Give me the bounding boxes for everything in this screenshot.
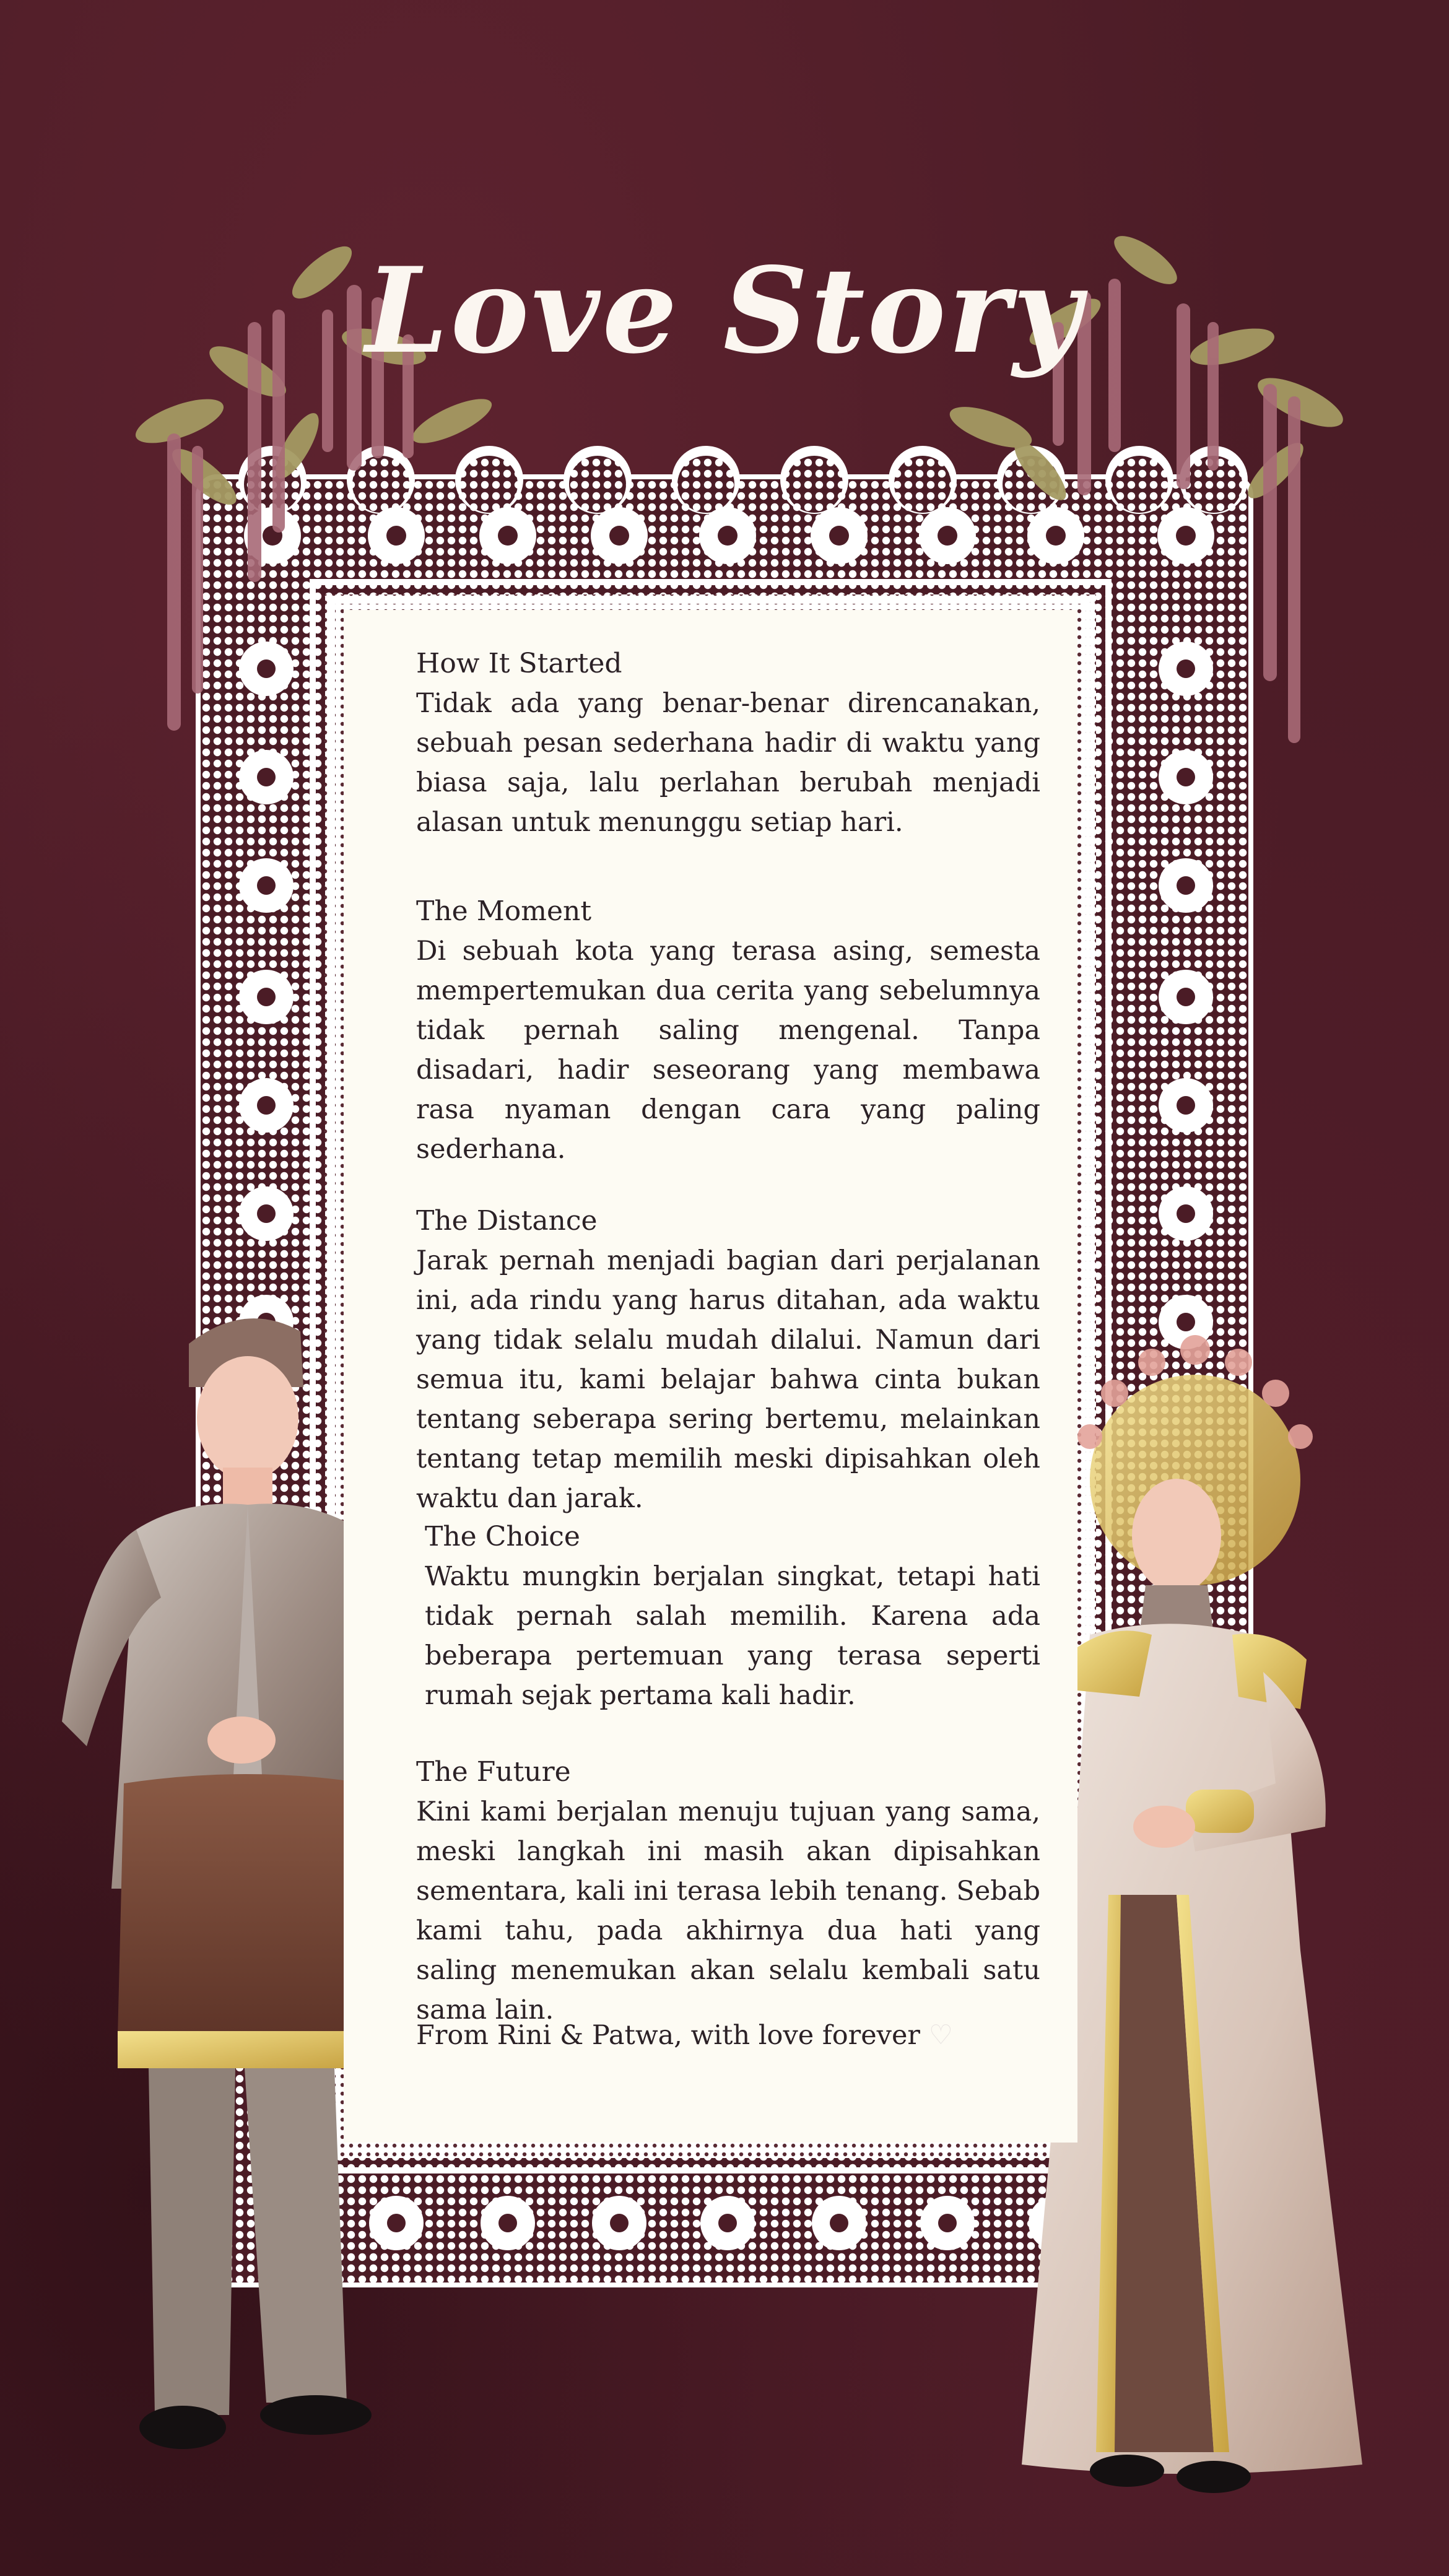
section-the-moment	[416, 892, 1040, 1169]
section-heading: How It Started	[416, 648, 622, 679]
section-heading: The Moment	[416, 895, 592, 927]
lace-flowers-top	[244, 507, 1214, 564]
page-title: Love Story	[365, 242, 1084, 380]
section-the-choice	[425, 1517, 1040, 1715]
section-how-it-started	[416, 644, 1040, 842]
closing-signature	[416, 2016, 1040, 2055]
section-heading: The Future	[416, 1756, 571, 1788]
section-text: Tidak ada yang benar-benar direncanakan, sebuah pesan sederhana hadir di waktu yang biasa saja, lalu perlahan berubah menjadi alasan untuk menunggu setiap hari.	[416, 688, 1040, 838]
section-text: Kini kami berjalan menuju tujuan yang sama, meski langkah ini masih akan dipisahkan sementara, kali ini terasa lebih tenang. Sebab kami tahu, pada akhirnya dua hati yang saling menemukan akan selalu kembali satu sama lain.	[416, 1796, 1040, 2026]
section-text: Jarak pernah menjadi bagian dari perjalanan ini, ada rindu yang harus ditahan, ada waktu yang tidak selalu mudah dilalui. Namun dari semua itu, kami belajar bahwa cinta bukan tentang seberapa sering bertemu, melainkan tentang tetap memilih meski dipisahkan oleh waktu dan jarak.	[416, 1245, 1040, 1514]
section-text: Waktu mungkin berjalan singkat, tetapi hati tidak pernah salah memilih. Karena ada beberapa pertemuan yang terasa seperti rumah sejak pertama kali hadir.	[425, 1561, 1040, 1711]
section-text: Di sebuah kota yang terasa asing, semesta mempertemukan dua cerita yang sebelumnya tidak pernah saling mengenal. Tanpa disadari, hadir seseorang yang membawa rasa nyaman dengan cara yang paling sederhana.	[416, 936, 1040, 1165]
section-the-distance	[416, 1201, 1040, 1518]
white-heart-icon: ♡	[928, 2019, 954, 2051]
section-heading: The Choice	[425, 1521, 580, 1552]
section-heading: The Distance	[416, 1205, 598, 1237]
closing-text: From Rini & Patwa, with love forever	[416, 2020, 920, 2051]
section-the-future	[416, 1752, 1040, 2030]
